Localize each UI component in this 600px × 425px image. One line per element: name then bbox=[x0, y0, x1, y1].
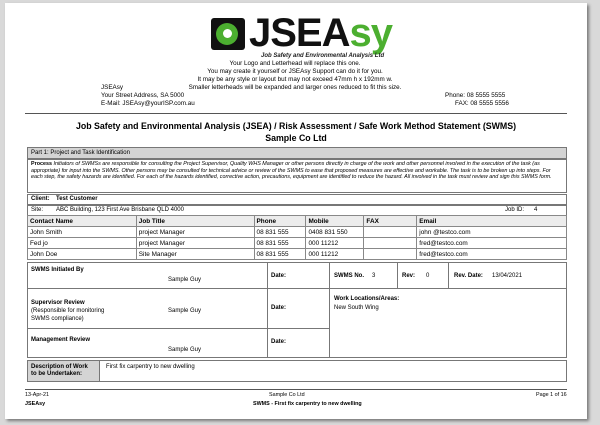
header-mobile: Mobile bbox=[306, 216, 364, 227]
contact-email: fred@testco.com bbox=[417, 249, 567, 260]
contact-mobile: 000 11212 bbox=[306, 249, 364, 260]
header-job-title: Job Title bbox=[136, 216, 254, 227]
footer-date: 13-Apr-21 bbox=[25, 392, 49, 398]
swms-no-label: SWMS No. bbox=[334, 273, 364, 279]
contact-email: fred@testco.com bbox=[417, 238, 567, 249]
table-row bbox=[28, 249, 567, 260]
contact-phone: 08 831 555 bbox=[254, 227, 306, 238]
logo-tagline: Job Safety and Environmental Analysis Ltd bbox=[261, 53, 385, 59]
footer-company: Sample Co Ltd bbox=[269, 392, 305, 398]
contacts-header-row bbox=[28, 216, 567, 227]
supervisor-name: Sample Guy bbox=[168, 308, 202, 314]
work-location: New South Wing bbox=[334, 305, 379, 311]
process-box bbox=[27, 159, 567, 193]
swms-divider-3 bbox=[397, 262, 398, 288]
footer-brand: JSEAsy bbox=[25, 401, 46, 407]
part1-heading-bar bbox=[27, 147, 567, 159]
swms-divider-2 bbox=[329, 262, 330, 358]
contact-mobile: 0408 831 550 bbox=[306, 227, 364, 238]
description-text: First fix carpentry to new dwelling bbox=[106, 364, 195, 370]
contact-email: john @testco.com bbox=[417, 227, 567, 238]
header-email: Email bbox=[417, 216, 567, 227]
swms-no: 3 bbox=[372, 273, 376, 279]
contact-job-title: project Manager bbox=[136, 227, 254, 238]
supervisor-note-2: SWMS compliance) bbox=[31, 316, 84, 322]
swms-divider-1 bbox=[267, 262, 268, 358]
contact-name: John Smith bbox=[28, 227, 137, 238]
supervisor-note-1: (Responsible for monitoring bbox=[31, 308, 105, 314]
swms-rev-date: 13/04/2021 bbox=[492, 273, 523, 279]
letterhead-company: JSEAsy bbox=[101, 84, 124, 91]
work-locations-label: Work Locations/Areas: bbox=[334, 296, 400, 302]
contact-fax bbox=[364, 227, 417, 238]
management-label: Management Review bbox=[31, 337, 91, 343]
swms-initiated-label: SWMS Initiated By bbox=[31, 267, 84, 273]
swms-rev-label: Rev: bbox=[402, 273, 416, 279]
logo-wordmark: JSEAsy bbox=[249, 11, 392, 55]
description-divider bbox=[99, 360, 100, 382]
swms-initiated-by: Sample Guy bbox=[168, 277, 202, 283]
swms-rev: 0 bbox=[426, 273, 430, 279]
process-text: Process Initiators of SWMSs are responsible for consulting the Project Supervisor, Quality WHS Manager or other persons directly in charge of the work and other personnel involved in the execution of the task (as appropriate) for input into the SWMS. Other persons may be consulted for technical advice or review of the SWMS to ease that proposed measures are effective and workable. The task is to be broken up into steps. For each step, the safety hazards are identified. For each of the hazards identified, corrective action, precautions, equipment are identified to reduce the hazard. All involved in the task must review and sign this SWMS form. bbox=[31, 161, 552, 181]
footer-divider bbox=[25, 389, 567, 390]
management-date-label: Date: bbox=[271, 339, 287, 345]
letterhead-note-1: Your Logo and Letterhead will replace this one. bbox=[229, 60, 361, 67]
contact-name: John Doe bbox=[28, 249, 137, 260]
logo-white-dot bbox=[223, 29, 232, 38]
contact-job-title: project Manager bbox=[136, 238, 254, 249]
letterhead-note-2: You may create it yourself or JSEAsy Support can do it for you. bbox=[207, 68, 383, 75]
swms-info-block bbox=[27, 262, 567, 358]
swms-rev-date-label: Rev. Date: bbox=[454, 273, 483, 279]
swms-date-label: Date: bbox=[271, 273, 287, 279]
letterhead-note-4: Smaller letterheads will be expanded and larger ones reduced to fit this size. bbox=[188, 84, 402, 91]
swms-row-divider-2 bbox=[27, 328, 329, 329]
letterhead-fax: FAX: 08 5555 5556 bbox=[455, 100, 509, 107]
document-title: Job Safety and Environmental Analysis (JSEA) / Risk Assessment / Safe Work Method Statement (SWMS) bbox=[75, 121, 517, 131]
client-row bbox=[27, 194, 567, 205]
contacts-table bbox=[27, 215, 567, 260]
contact-name: Fed jo bbox=[28, 238, 137, 249]
contact-phone: 08 831 555 bbox=[254, 249, 306, 260]
supervisor-label: Supervisor Review bbox=[31, 300, 85, 306]
client-label: Client: bbox=[31, 196, 50, 202]
contact-phone: 08 831 555 bbox=[254, 238, 306, 249]
contact-fax bbox=[364, 249, 417, 260]
letterhead-email: E-Mail: JSEAsy@yourISP.com.au bbox=[101, 100, 195, 107]
footer-doc: SWMS - First fix carpentry to new dwelling bbox=[253, 401, 362, 407]
table-row bbox=[28, 227, 567, 238]
footer-page: Page 1 of 16 bbox=[536, 392, 567, 398]
letterhead-divider bbox=[25, 113, 567, 114]
management-name: Sample Guy bbox=[168, 347, 202, 353]
description-label-1: Description of Work bbox=[31, 364, 88, 370]
job-id: 4 bbox=[534, 207, 538, 213]
letterhead-address: Your Street Address, SA 5000 bbox=[101, 92, 185, 99]
contact-job-title: Site Manager bbox=[136, 249, 254, 260]
swms-row-divider-1 bbox=[27, 288, 567, 289]
header-contact-name: Contact Name bbox=[28, 216, 137, 227]
client-name: Test Customer bbox=[56, 196, 98, 202]
supervisor-date-label: Date: bbox=[271, 305, 287, 311]
letterhead-phone: Phone: 08 5555 5555 bbox=[445, 92, 506, 99]
description-label-cell bbox=[28, 361, 99, 381]
document-company: Sample Co Ltd bbox=[265, 133, 327, 143]
site-address: ABC Building, 123 First Ave Brisbane QLD 4000 bbox=[56, 207, 184, 213]
header-phone: Phone bbox=[254, 216, 306, 227]
table-row bbox=[28, 238, 567, 249]
letterhead-note-3: It may be any style or layout but may not exceed 47mm h x 192mm w. bbox=[197, 76, 393, 83]
contact-mobile: 000 11212 bbox=[306, 238, 364, 249]
part1-heading: Part 1: Project and Task Identification bbox=[31, 150, 130, 156]
site-label: Site: bbox=[31, 207, 44, 213]
document-page bbox=[5, 3, 587, 419]
description-label-2: to be Undertaken: bbox=[31, 371, 83, 377]
contact-fax bbox=[364, 238, 417, 249]
job-id-label: Job ID: bbox=[505, 207, 525, 213]
swms-divider-4 bbox=[448, 262, 449, 288]
header-fax: FAX bbox=[364, 216, 417, 227]
